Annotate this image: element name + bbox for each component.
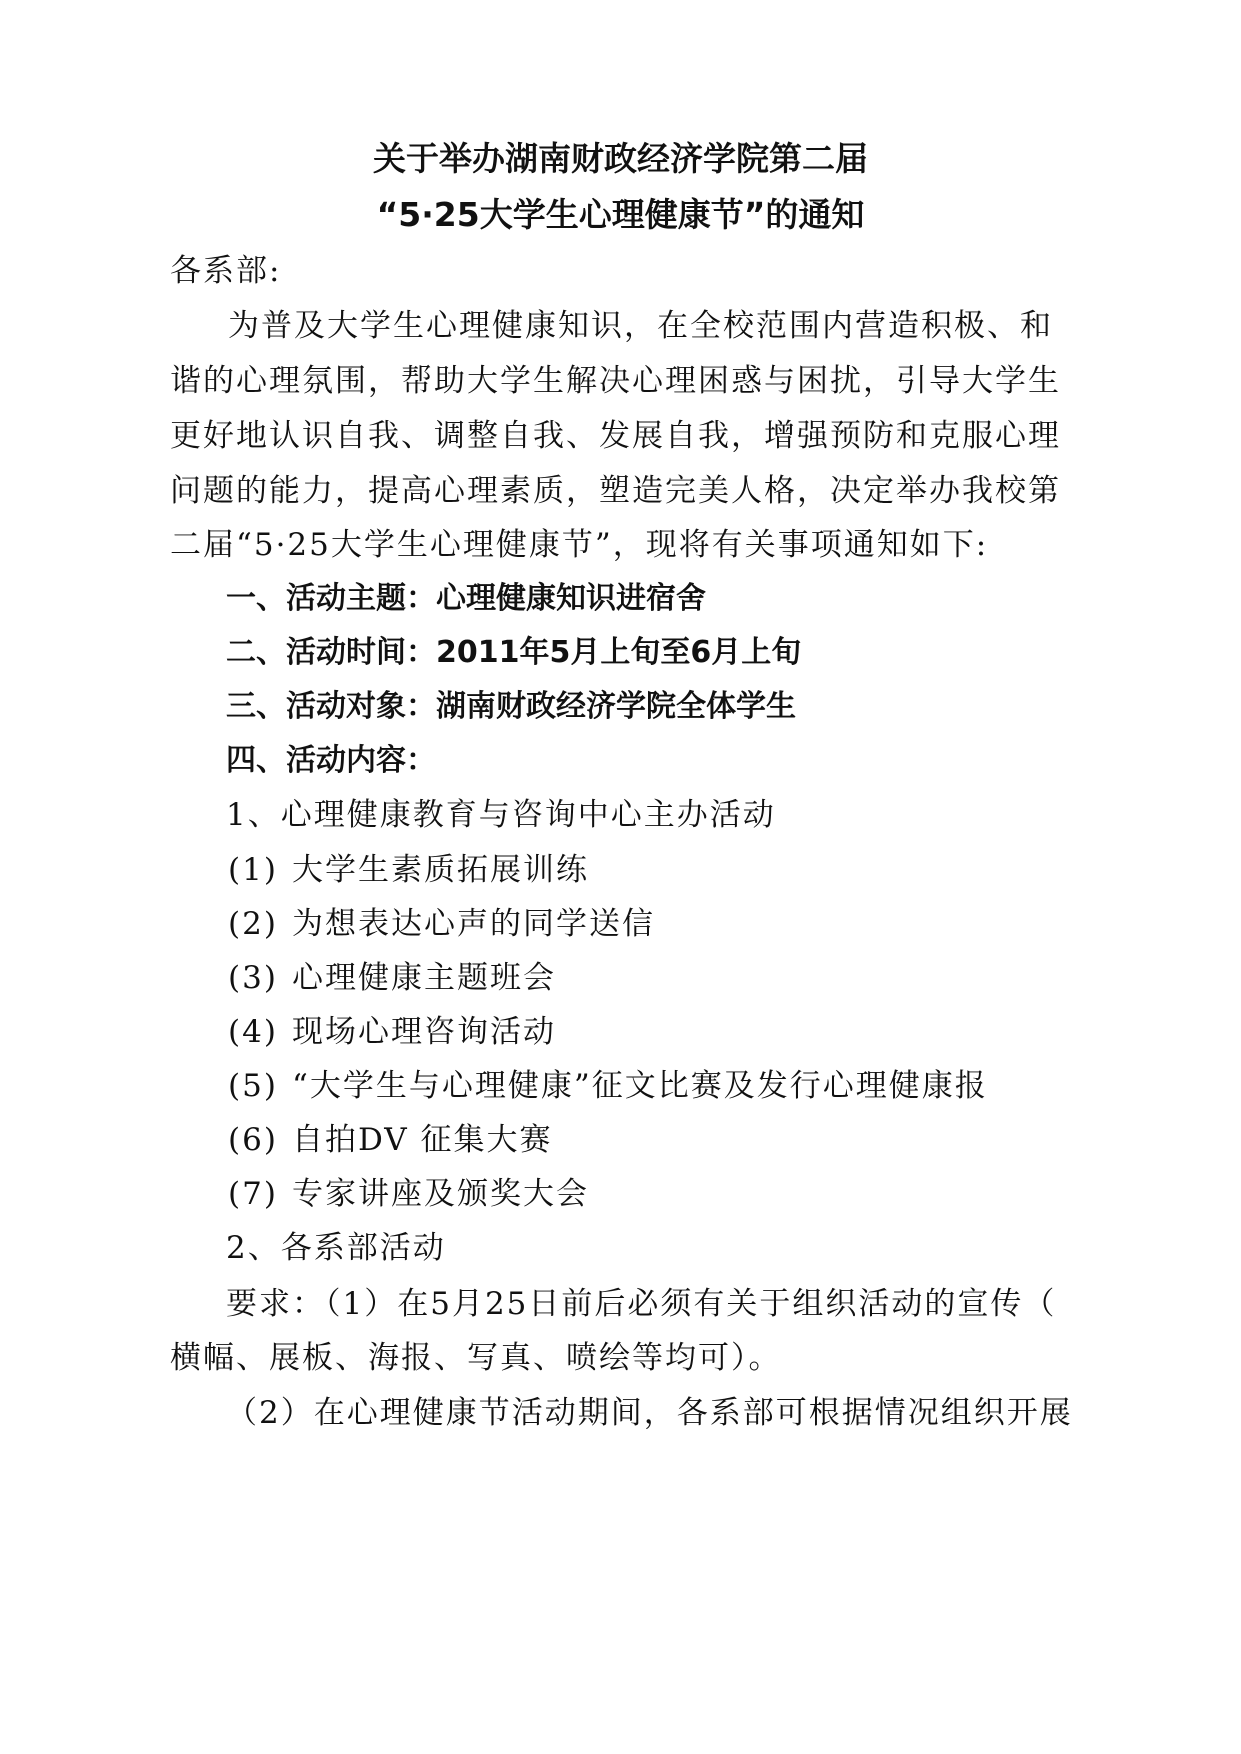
intro-line: 更好地认识自我、调整自我、发展自我，增强预防和克服心理 [170, 418, 1061, 454]
list-item-text: 心理健康主题班会 [292, 960, 556, 996]
requirement-line: （2）在心理健康节活动期间，各系部可根据情况组织开展 [226, 1395, 1073, 1431]
list-item [228, 906, 655, 942]
list-item [228, 1176, 589, 1212]
list-item [228, 1122, 553, 1158]
section-heading: 三、活动对象：湖南财政经济学院全体学生 [226, 689, 796, 724]
list-item-text: “大学生与心理健康”征文比赛及发行心理健康报 [292, 1068, 988, 1104]
intro-line: 问题的能力，提高心理素质，塑造完美人格，决定举办我校第 [170, 473, 1061, 509]
list-item-number: (2) [228, 906, 278, 942]
list-item-number: (7) [228, 1176, 278, 1212]
list-item-number: (3) [228, 960, 278, 996]
list-item-text: 大学生素质拓展训练 [292, 852, 589, 888]
requirement-line: 要求：（1）在5月25日前后必须有关于组织活动的宣传（ [226, 1286, 1057, 1322]
subsection-heading: 1、心理健康教育与咨询中心主办活动 [226, 797, 776, 833]
list-item-text: 专家讲座及颁奖大会 [292, 1176, 589, 1212]
intro-line: 二届“5·25大学生心理健康节”，现将有关事项通知如下: [170, 527, 989, 563]
list-item-text: 现场心理咨询活动 [292, 1014, 556, 1050]
title-line-2: “5·25大学生心理健康节”的通知 [376, 195, 865, 234]
requirement-line: 横幅、展板、海报、写真、喷绘等均可）。 [170, 1340, 782, 1376]
section-heading: 四、活动内容： [226, 743, 436, 778]
intro-line: 谐的心理氛围，帮助大学生解决心理困惑与困扰，引导大学生 [170, 363, 1061, 399]
section-heading: 二、活动时间：2011年5月上旬至6月上旬 [226, 635, 802, 670]
list-item [228, 960, 556, 996]
list-item-text: 自拍DV 征集大赛 [292, 1122, 553, 1158]
list-item-number: (1) [228, 852, 278, 888]
list-item-number: (4) [228, 1014, 278, 1050]
list-item-number: (5) [228, 1068, 278, 1104]
list-item-text: 为想表达心声的同学送信 [292, 906, 655, 942]
list-item [228, 1068, 988, 1104]
list-item-number: (6) [228, 1122, 278, 1158]
title-line-1: 关于举办湖南财政经济学院第二届 [373, 139, 868, 178]
subsection-heading: 2、各系部活动 [226, 1230, 446, 1266]
intro-line: 为普及大学生心理健康知识，在全校范围内营造积极、和 [228, 308, 1053, 344]
salutation: 各系部: [170, 253, 282, 289]
section-heading: 一、活动主题：心理健康知识进宿舍 [226, 581, 706, 616]
list-item [228, 852, 589, 888]
list-item [228, 1014, 556, 1050]
